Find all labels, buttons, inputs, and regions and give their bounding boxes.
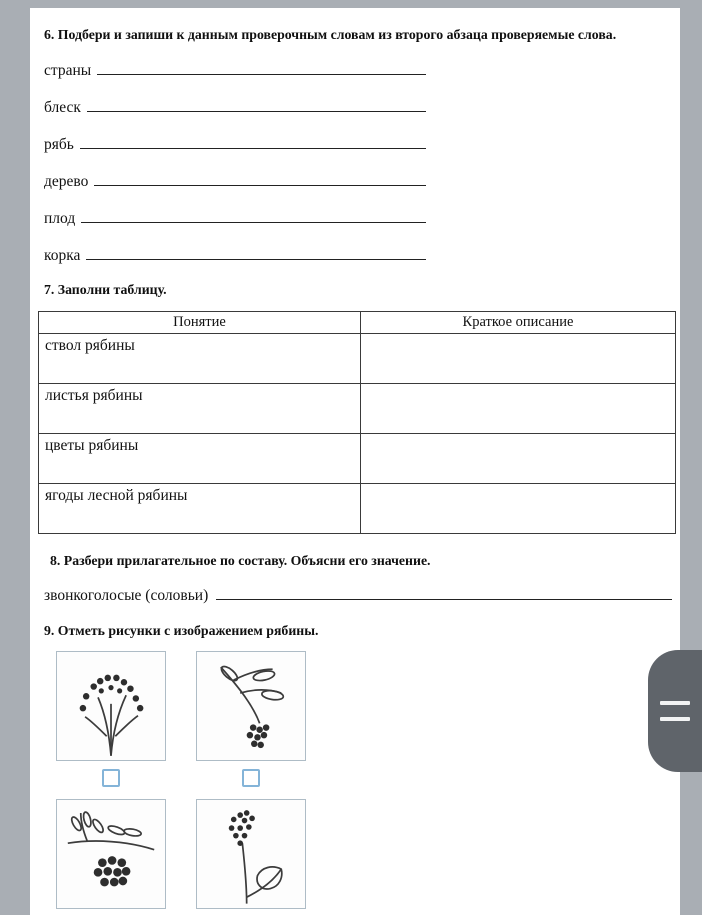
check-word: рябь — [44, 136, 74, 153]
concept-cell: цветы рябины — [39, 434, 361, 484]
concept-cell: листья рябины — [39, 384, 361, 434]
fill-in-line-1 — [44, 60, 426, 80]
concept-cell: ствол рябины — [39, 334, 361, 384]
check-word: корка — [44, 247, 81, 264]
branch-with-berry-cluster-icon — [197, 652, 305, 760]
fill-in-line-5 — [44, 208, 426, 228]
botanical-drawing-4 — [196, 799, 306, 909]
fill-in-line-4 — [44, 171, 426, 191]
table-header-concept: Понятие — [39, 312, 361, 334]
lilac-branch-icon — [197, 800, 305, 908]
adjective-word: звонкоголосые (соловьи) — [44, 587, 209, 604]
check-word: страны — [44, 62, 92, 79]
fill-in-line-2 — [44, 97, 426, 117]
picture-option-1 — [55, 651, 167, 787]
menu-icon — [660, 717, 690, 721]
botanical-drawing-3 — [56, 799, 166, 909]
side-menu-button[interactable] — [648, 650, 702, 772]
picture-option-3 — [55, 799, 167, 915]
description-cell — [361, 334, 676, 384]
answer-blank — [216, 585, 672, 600]
check-word: блеск — [44, 99, 81, 116]
table-row — [39, 434, 676, 484]
table-row — [39, 384, 676, 434]
answer-blank — [94, 171, 426, 186]
task7-heading: 7. Заполни таблицу. — [44, 282, 167, 297]
description-cell — [361, 484, 676, 534]
picture-option-2 — [195, 651, 307, 787]
table-row — [39, 484, 676, 534]
answer-blank — [80, 134, 426, 149]
table-row — [39, 334, 676, 384]
table-header-description: Краткое описание — [361, 312, 676, 334]
answer-blank — [97, 60, 426, 75]
task6-heading: 6. Подбери и запиши к данным проверочным словам из второго абзаца проверяемые слова. — [44, 27, 617, 42]
concept-cell: ягоды лесной рябины — [39, 484, 361, 534]
description-cell — [361, 384, 676, 434]
fill-in-line-6 — [44, 245, 426, 265]
table-header-row — [39, 312, 676, 334]
picture-options-grid — [55, 651, 680, 915]
task8-answer-line — [44, 585, 672, 605]
rowan-branch-icon — [57, 800, 165, 908]
task9-heading: 9. Отметь рисунки с изображением рябины. — [44, 623, 319, 638]
botanical-drawing-2 — [196, 651, 306, 761]
check-word: дерево — [44, 173, 89, 190]
description-cell — [361, 434, 676, 484]
answer-blank — [86, 245, 426, 260]
answer-blank — [87, 97, 426, 112]
picture-option-4 — [195, 799, 307, 915]
picture-checkbox-2[interactable] — [242, 769, 260, 787]
fill-in-line-3 — [44, 134, 426, 154]
menu-icon — [660, 701, 690, 705]
answer-blank — [81, 208, 426, 223]
task8-heading: 8. Разбери прилагательное по составу. Объясни его значение. — [50, 553, 431, 568]
document-page — [30, 8, 680, 915]
bush-with-berries-icon — [57, 652, 165, 760]
check-word: плод — [44, 210, 76, 227]
task7-table — [38, 311, 676, 534]
botanical-drawing-1 — [56, 651, 166, 761]
picture-checkbox-1[interactable] — [102, 769, 120, 787]
